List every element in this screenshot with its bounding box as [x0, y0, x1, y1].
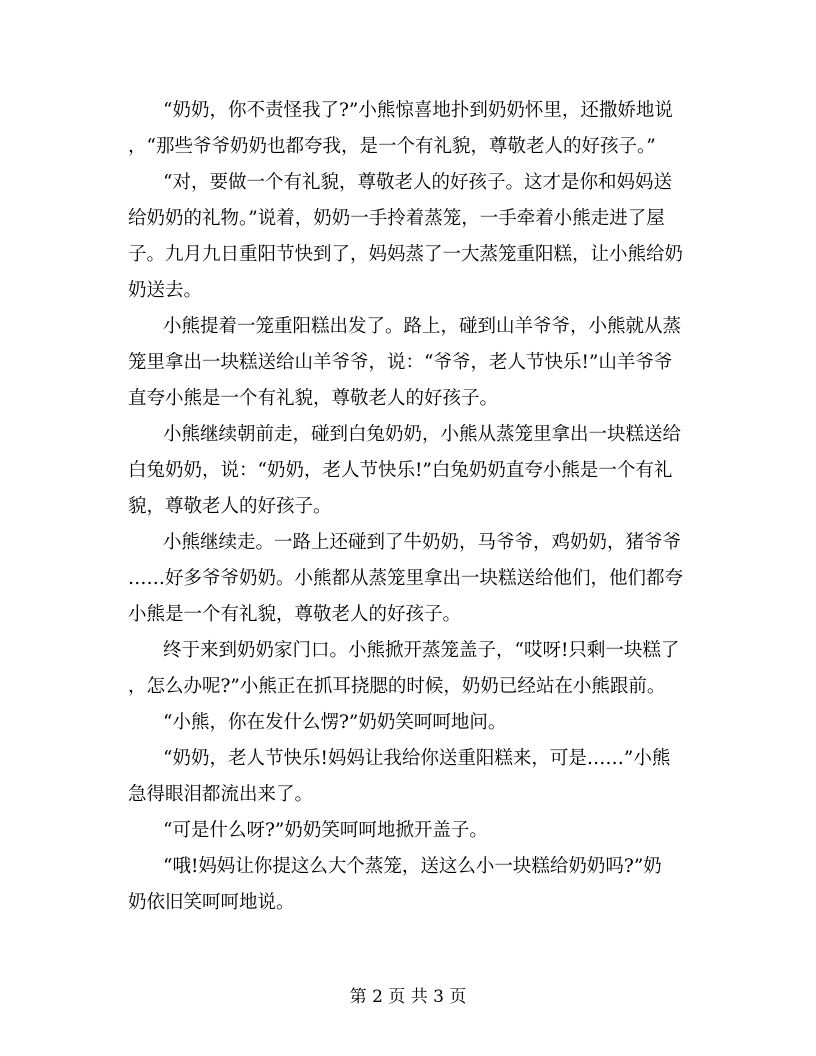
- text-line: 小熊继续朝前走，碰到白兔奶奶，小熊从蒸笼里拿出一块糕送给: [163, 424, 682, 445]
- text-line: 终于来到奶奶家门口。小熊掀开蒸笼盖子，“哎呀!只剩一块糕了: [163, 640, 680, 661]
- text-line: 急得眼泪都流出来了。: [128, 784, 314, 805]
- text-line: 奶送去。: [128, 280, 203, 301]
- text-line: “可是什么呀?”奶奶笑呵呵地掀开盖子。: [163, 820, 488, 841]
- text-line: “奶奶，你不责怪我了?”小熊惊喜地扑到奶奶怀里，还撒娇地说: [163, 100, 673, 121]
- text-line: “奶奶，老人节快乐!妈妈让我给你送重阳糕来，可是……”小熊: [163, 748, 671, 769]
- text-line: 子。九月九日重阳节快到了，妈妈蒸了一大蒸笼重阳糕，让小熊给奶: [128, 244, 684, 265]
- text-line: 貌，尊敬老人的好孩子。: [128, 496, 332, 517]
- document-body: [128, 93, 698, 921]
- text-line: ，“那些爷爷奶奶也都夸我，是一个有礼貌，尊敬老人的好孩子。”: [128, 136, 656, 157]
- text-line: “小熊，你在发什么愣?”奶奶笑呵呵地问。: [163, 712, 507, 733]
- text-line: ……好多爷爷奶奶。小熊都从蒸笼里拿出一块糕送给他们，他们都夸: [128, 568, 684, 589]
- text-line: 给奶奶的礼物。”说着，奶奶一手拎着蒸笼，一手牵着小熊走进了屋: [128, 208, 665, 229]
- text-line: 小熊是一个有礼貌，尊敬老人的好孩子。: [128, 604, 462, 625]
- text-line: 直夸小熊是一个有礼貌，尊敬老人的好孩子。: [128, 388, 499, 409]
- page-number-footer: 第 2 页 共 3 页: [349, 987, 467, 1007]
- text-line: 白兔奶奶，说：“奶奶，老人节快乐!”白兔奶奶直夸小熊是一个有礼: [128, 460, 673, 481]
- text-line: 小熊提着一笼重阳糕出发了。路上，碰到山羊爷爷，小熊就从蒸: [163, 316, 682, 337]
- text-line: “哦!妈妈让你提这么大个蒸笼，送这么小一块糕给奶奶吗?”奶: [163, 856, 662, 877]
- text-line: ，怎么办呢?”小熊正在抓耳挠腮的时候，奶奶已经站在小熊跟前。: [128, 676, 666, 697]
- text-line: 小熊继续走。一路上还碰到了牛奶奶，马爷爷，鸡奶奶，猪爷爷: [163, 532, 682, 553]
- text-line: 奶依旧笑呵呵地说。: [128, 892, 295, 913]
- text-line: “对，要做一个有礼貌，尊敬老人的好孩子。这才是你和妈妈送: [163, 172, 672, 193]
- text-line: 笼里拿出一块糕送给山羊爷爷，说：“爷爷，老人节快乐!”山羊爷爷: [128, 352, 673, 373]
